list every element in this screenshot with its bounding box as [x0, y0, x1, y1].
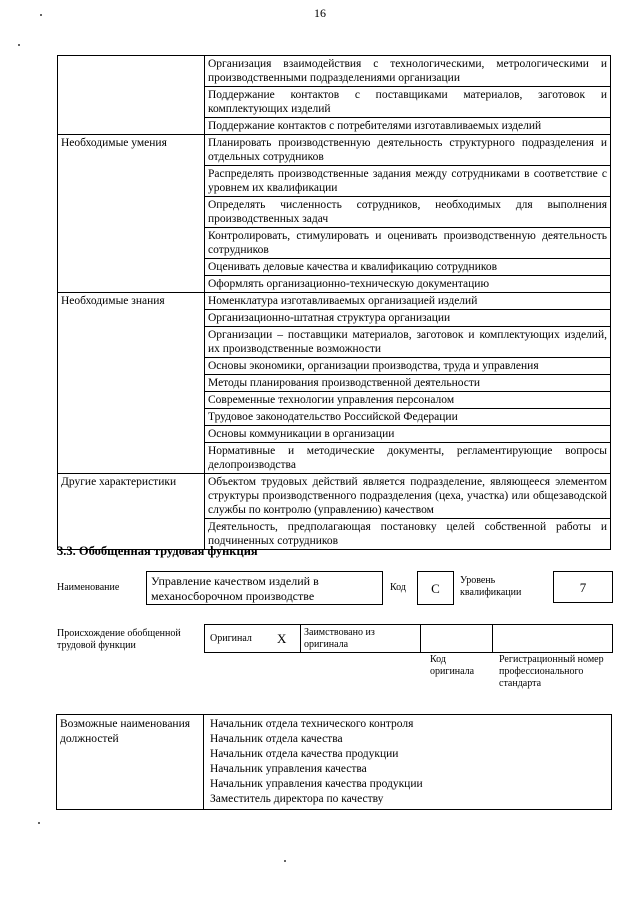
row-item-text: Контролировать, стимулировать и оценивать производственную деятельность сотрудников: [205, 228, 611, 259]
original-cell: [205, 625, 301, 652]
scan-speck: [38, 822, 40, 824]
row-group-label: Другие характеристики: [58, 474, 205, 550]
table-row: [58, 474, 611, 519]
borrowed-cell: [301, 625, 421, 652]
row-item-text: Объектом трудовых действий является подразделение, являющееся элементом структуры производственного подразделения (цеха, участка) или общезаводской службы по контролю (управлению) качеством: [205, 474, 611, 519]
position-item: Заместитель директора по качеству: [210, 793, 384, 805]
position-item: Начальник отдела качества продукции: [210, 748, 399, 760]
level-value: 7: [579, 580, 587, 595]
row-item-text: Современные технологии управления персоналом: [205, 392, 611, 409]
position-item: Начальник отдела качества: [210, 733, 343, 745]
reg-number-cell: [493, 625, 612, 652]
position-item: Начальник управления качества: [210, 763, 367, 775]
row-item-text: Трудовое законодательство Российской Федерации: [205, 409, 611, 426]
name-label: Наименование: [57, 582, 120, 593]
row-item-text: Планировать производственную деятельность структурного подразделения и отдельных сотрудников: [205, 135, 611, 166]
row-group-label: Необходимые умения: [58, 135, 205, 293]
original-mark: X: [277, 631, 287, 646]
row-item-text: Основы коммуникации в организации: [205, 426, 611, 443]
positions-list: [204, 715, 612, 810]
positions-table: [56, 714, 612, 810]
name-value-box: [146, 571, 383, 605]
row-item-text: Деятельность, предполагающая постановку целей собственной работы и подчиненных сотрудников: [205, 519, 611, 550]
original-label: Оригинал: [210, 633, 252, 644]
page-number: 16: [314, 6, 326, 20]
row-item-text: Организационно-штатная структура организации: [205, 310, 611, 327]
code-value: C: [431, 581, 440, 596]
positions-label: Возможные наименования должностей: [57, 715, 204, 810]
section-title: 3.3. Обобщенная трудовая функция: [57, 544, 258, 558]
level-value-box: [553, 571, 613, 603]
row-group-label: Необходимые знания: [58, 293, 205, 474]
row-item-text: Номенклатура изготавливаемых организацией изделий: [205, 293, 611, 310]
scan-speck: [40, 14, 42, 16]
row-item-text: Организации – поставщики материалов, заготовок и комплектующих изделий, их производственные возможности: [205, 327, 611, 358]
row-item-text: Оценивать деловые качества и квалификацию сотрудников: [205, 259, 611, 276]
row-item-text: Методы планирования производственной деятельности: [205, 375, 611, 392]
position-item: Начальник управления качества продукции: [210, 778, 423, 790]
code-original-cell: [422, 625, 493, 652]
row-item-text: Поддержание контактов с потребителями изготавливаемых изделий: [205, 118, 611, 135]
origin-table: [204, 624, 613, 653]
row-item-text: Организация взаимодействия с технологическими, метрологическими и производственными подразделениями организации: [205, 56, 611, 87]
row-item-text: Определять численность сотрудников, необходимых для выполнения производственных задач: [205, 197, 611, 228]
code-value-box: [417, 571, 454, 605]
origin-label: Происхождение обобщенной трудовой функции: [57, 628, 181, 651]
borrowed-label: Заимствовано из оригинала: [304, 627, 375, 650]
name-value: Управление качеством изделий в механосборочном производстве: [151, 574, 319, 603]
scan-speck: [284, 860, 286, 862]
row-item-text: Основы экономики, организации производства, труда и управления: [205, 358, 611, 375]
position-item: Начальник отдела технического контроля: [210, 718, 414, 730]
row-item-text: Поддержание контактов с поставщиками материалов, заготовок и комплектующих изделий: [205, 87, 611, 118]
row-item-text: Распределять производственные задания между сотрудниками в соответствие с уровнем их квалификации: [205, 166, 611, 197]
scan-speck: [18, 44, 20, 46]
row-group-label: [58, 56, 205, 135]
code-label: Код: [390, 582, 406, 593]
code-original-caption: Код оригинала: [430, 654, 475, 677]
table-row: [58, 56, 611, 87]
row-item-text: Оформлять организационно-техническую документацию: [205, 276, 611, 293]
table-row: [58, 293, 611, 310]
table-row: [58, 135, 611, 166]
reg-number-caption: Регистрационный номер профессионального стандарта: [499, 654, 604, 689]
row-item-text: Нормативные и методические документы, регламентирующие вопросы делопроизводства: [205, 443, 611, 474]
level-label: Уровень квалификации: [460, 575, 522, 598]
skills-table: [57, 55, 611, 550]
